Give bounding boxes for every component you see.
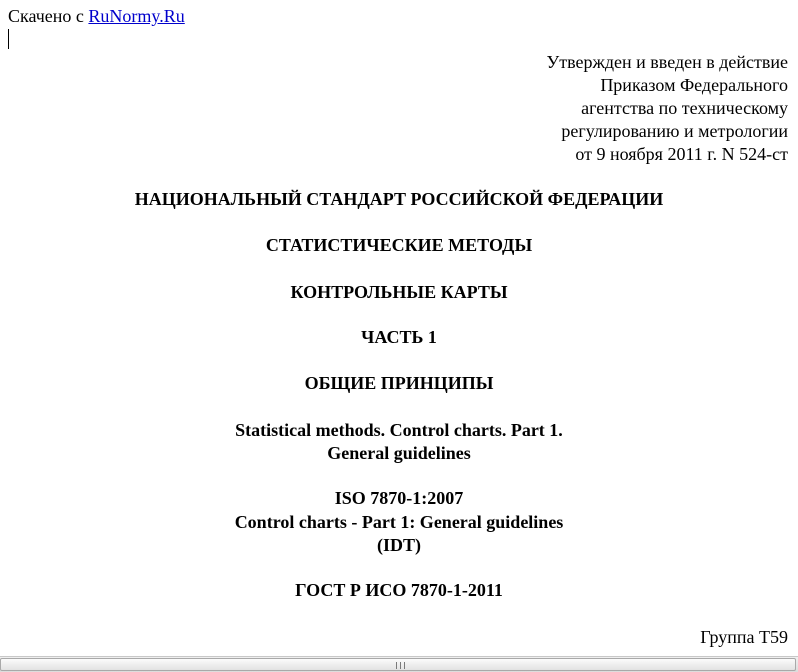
approval-line: агентства по техническому [581,98,788,118]
title-line-2: КОНТРОЛЬНЫЕ КАРТЫ [290,282,508,302]
english-title-line-2: General guidelines [327,443,471,463]
approval-block [368,51,788,166]
approval-line: Утвержден и введен в действие [546,52,788,72]
source-line [8,5,185,27]
scrollbar-thumb[interactable] [0,658,796,671]
source-link[interactable]: RuNormy.Ru [88,6,185,26]
title-line-3: ЧАСТЬ 1 [361,327,437,347]
text-cursor [8,29,9,49]
source-prefix: Скачено с [8,6,84,26]
group-label: Группа Т59 [700,627,788,647]
approval-line: от 9 ноября 2011 г. N 524-ст [575,144,788,164]
english-title-line-1: Statistical methods. Control charts. Part 1. [235,420,563,440]
gost-number: ГОСТ Р ИСО 7870-1-2011 [295,580,503,600]
title-line-4: ОБЩИЕ ПРИНЦИПЫ [304,373,494,393]
iso-degree: (IDT) [377,535,421,555]
title-line-1: СТАТИСТИЧЕСКИЕ МЕТОДЫ [265,235,533,255]
horizontal-scrollbar[interactable] [0,656,798,672]
approval-line: регулированию и метрологии [561,121,788,141]
iso-number: ISO 7870-1:2007 [334,488,464,508]
approval-line: Приказом Федерального [600,75,788,95]
iso-title: Control charts - Part 1: General guidelines [234,512,564,532]
standard-type-heading: НАЦИОНАЛЬНЫЙ СТАНДАРТ РОССИЙСКОЙ ФЕДЕРАЦИИ [134,189,664,209]
grip-icon [396,662,405,669]
